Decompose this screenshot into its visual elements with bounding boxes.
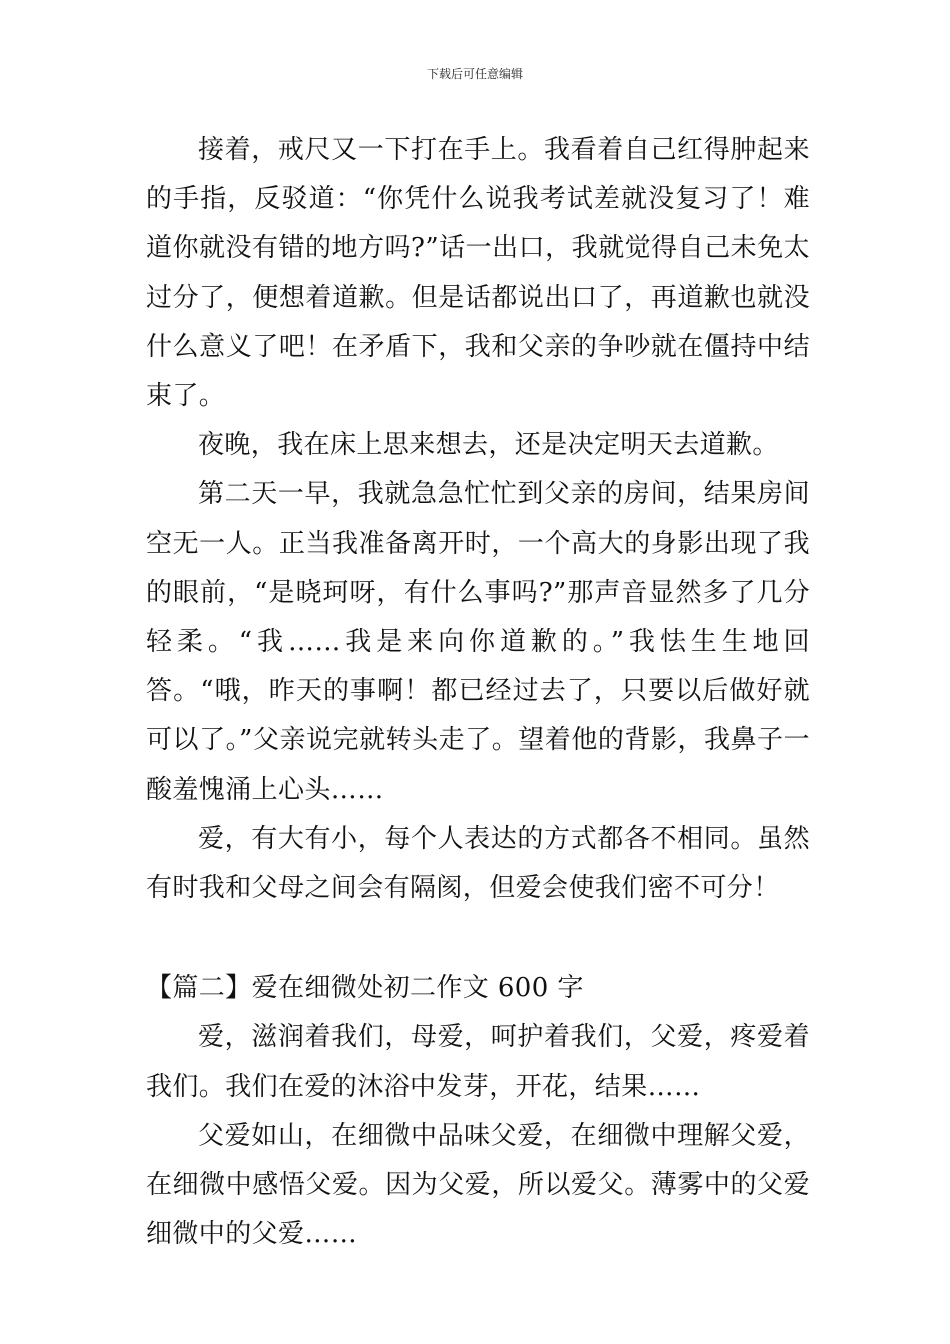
- section-gap: [146, 913, 810, 964]
- paragraph-apology: 第二天一早，我就急急忙忙到父亲的房间，结果房间空无一人。正当我准备离开时，一个高大的身影出现了我的眼前，“是晓珂呀，有什么事吗?”那声音显然多了几分轻柔。“我……我是来向你道歉的。”我怯生生地回答。“哦，昨天的事啊！都已经过去了，只要以后做好就可以了。”父亲说完就转头走了。望着他的背影，我鼻子一酸羞愧涌上心头……: [146, 479, 810, 805]
- header-note: 下载后可任意编辑: [426, 67, 523, 81]
- paragraph-fathers-love: 父爱如山，在细微中品味父爱，在细微中理解父爱，在细微中感悟父爱。因为父爱，所以爱父。薄雾中的父爱细微中的父爱……: [146, 1120, 810, 1250]
- paragraph-night-decision: 夜晚，我在床上思来想去，还是决定明天去道歉。: [198, 430, 779, 461]
- document-body: [146, 126, 810, 1259]
- paragraph-ruler-argument: 接着，戒尺又一下打在手上。我看着自己红得肿起来的手指，反驳道：“你凭什么说我考试差就没复习了！难道你就没有错的地方吗?”话一出口，我就觉得自己未免太过分了，便想着道歉。但是话都说出口了，再道歉也就没什么意义了吧！在矛盾下，我和父亲的争吵就在僵持中结束了。: [146, 135, 810, 412]
- paragraph-love-nourishes: 爱，滋润着我们，母爱，呵护着我们，父爱，疼爱着我们。我们在爱的沐浴中发芽，开花，结果……: [146, 1022, 810, 1102]
- section-two-title: 【篇二】爱在细微处初二作文 600 字: [146, 973, 584, 1004]
- paragraph-love-conclusion: 爱，有大有小，每个人表达的方式都各不相同。虽然有时我和父母之间会有隔阂，但爱会使我们密不可分！: [146, 823, 810, 904]
